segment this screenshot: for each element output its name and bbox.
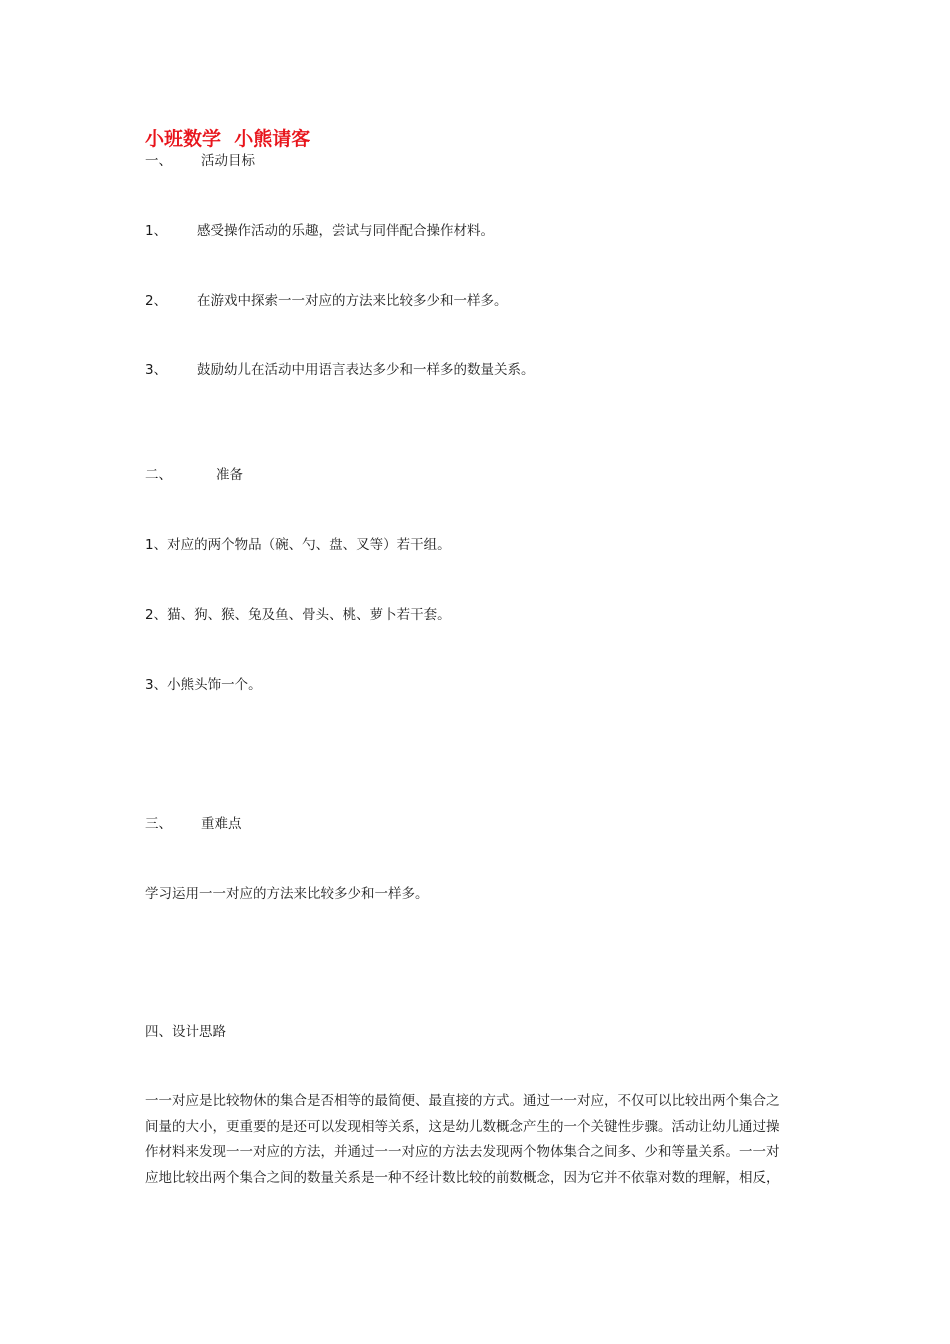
- section-title: 准备: [216, 467, 243, 483]
- section-title: 活动目标: [201, 153, 255, 169]
- item-text: 小熊头饰一个。: [167, 677, 262, 693]
- section-design-heading: 四、设计思路: [145, 1024, 226, 1040]
- item-text: 在游戏中探索一一对应的方法来比较多少和一样多。: [197, 293, 508, 309]
- section-title: 重难点: [201, 816, 242, 832]
- paragraph-line: 一一对应是比较物休的集合是否相等的最简便、最直接的方式。通过一一对应，不仅可以比较出两个集合之: [145, 1093, 780, 1109]
- document-title: 小班数学 小熊请客: [145, 128, 311, 150]
- list-item: [145, 606, 451, 624]
- list-item: [145, 222, 494, 240]
- section-number: 二、: [145, 467, 172, 483]
- paragraph-line: 应地比较出两个集合之间的数量关系是一种不经计数比较的前数概念，因为它并不依靠对数的理解，相反，: [145, 1169, 780, 1186]
- list-item: [145, 536, 451, 554]
- item-number: 3、: [145, 677, 168, 693]
- list-item: [145, 292, 508, 310]
- section-number: 三、: [145, 816, 172, 832]
- item-number: 1、: [145, 537, 168, 553]
- section-number: 一、: [145, 153, 172, 169]
- item-text: 鼓励幼儿在活动中用语言表达多少和一样多的数量关系。: [197, 362, 535, 378]
- list-item: [145, 676, 262, 694]
- design-paragraph: [145, 1089, 809, 1191]
- item-number: 2、: [145, 607, 168, 623]
- item-number: 3、: [145, 362, 168, 378]
- item-text: 感受操作活动的乐趣，尝试与同伴配合操作材料。: [197, 223, 494, 239]
- section-preparation-heading: [145, 466, 243, 484]
- paragraph-line: 间量的大小，更重要的是还可以发现相等关系，这是幼儿数概念产生的一个关键性步骤。活动让幼儿通过操: [145, 1118, 780, 1135]
- item-number: 1、: [145, 223, 168, 239]
- item-text: 对应的两个物品（碗、勺、盘、叉等）若干组。: [167, 537, 451, 553]
- item-number: 2、: [145, 293, 168, 309]
- keypoints-text: 学习运用一一对应的方法来比较多少和一样多。: [145, 886, 429, 902]
- list-item: [145, 361, 535, 379]
- paragraph-line: 作材料来发现一一对应的方法，并通过一一对应的方法去发现两个物体集合之间多、少和等量关系。一一对: [145, 1144, 780, 1160]
- section-goals-heading: [145, 152, 255, 170]
- item-text: 猫、狗、猴、兔及鱼、骨头、桃、萝卜若干套。: [167, 607, 451, 623]
- section-keypoints-heading: [145, 815, 242, 833]
